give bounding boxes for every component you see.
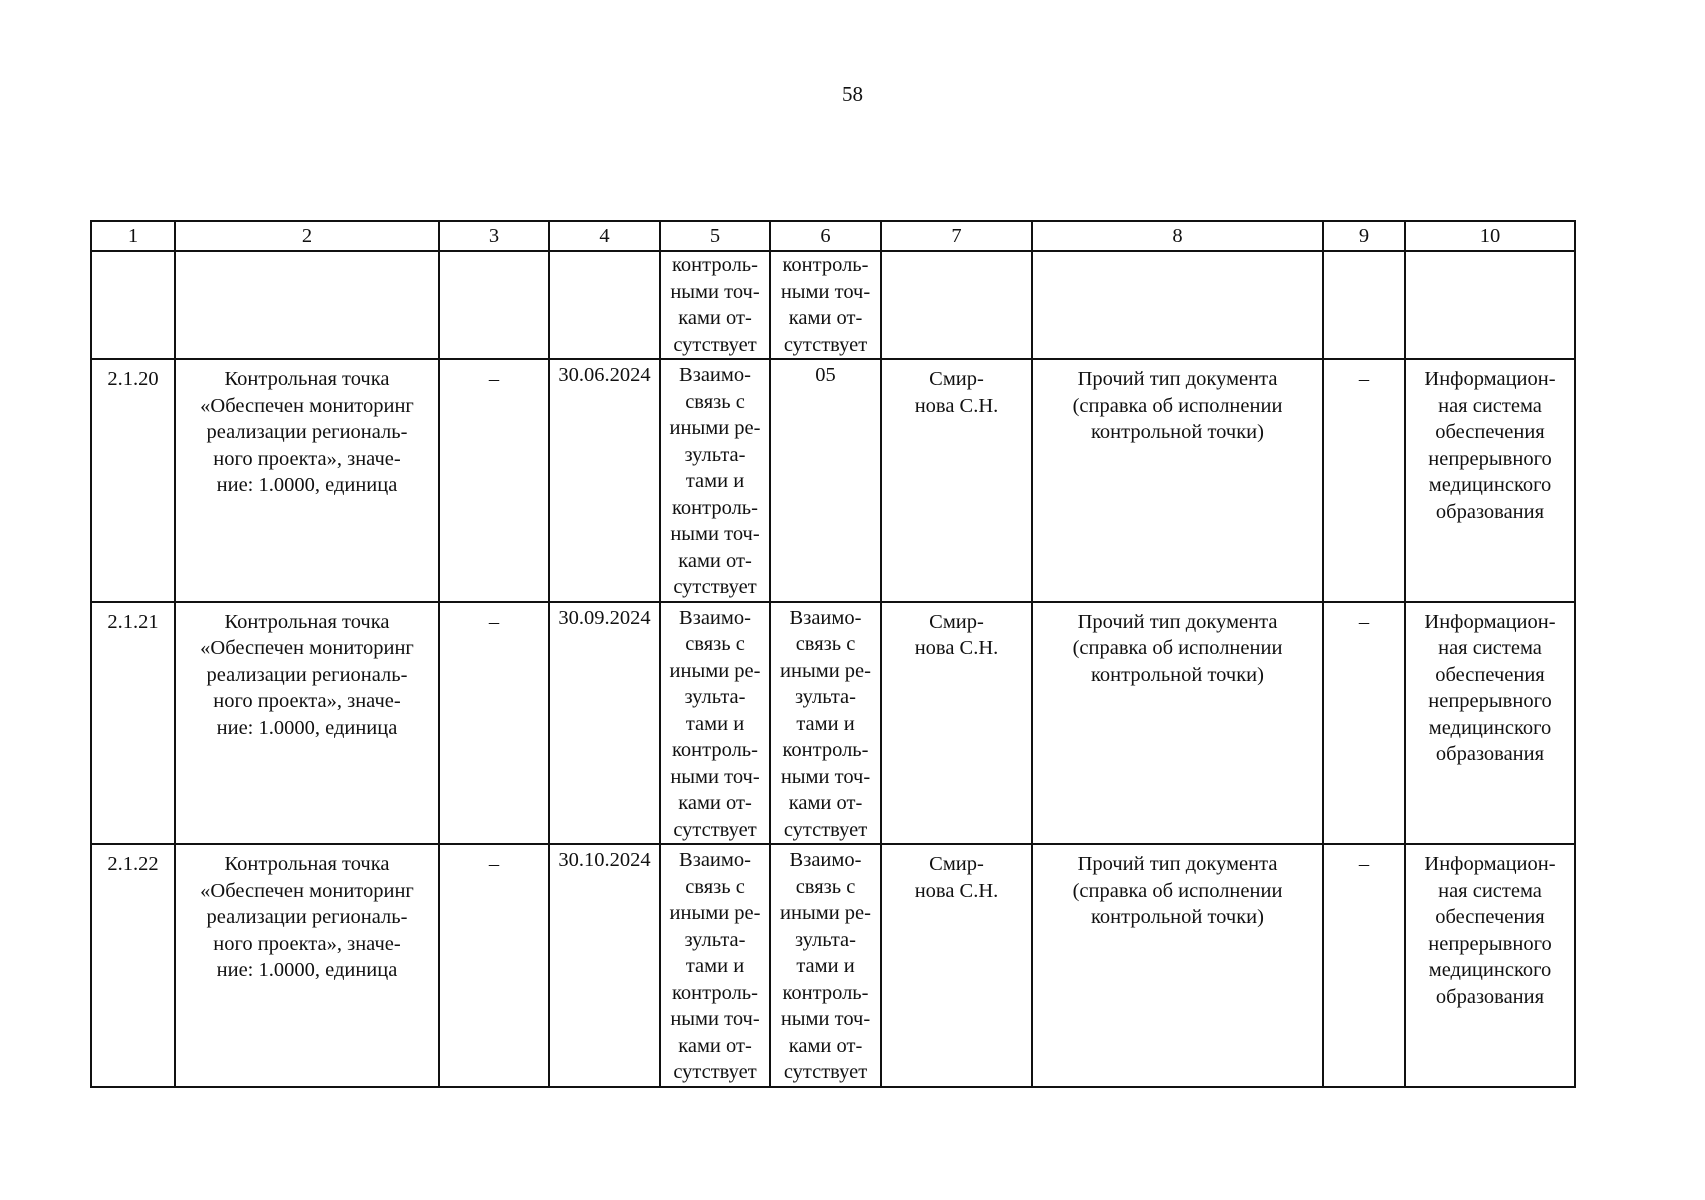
control-point-name: Контрольная точка «Обеспечен мониторинг реализации региональ- ного проекта», значе- ние: 1.0000, единица (175, 359, 439, 602)
due-date: 30.09.2024 (549, 602, 660, 845)
column-number: 8 (1032, 221, 1323, 251)
table-cell: Взаимо- связь с иными ре- зульта- тами и контроль- ными точ- ками от- сутствует (660, 844, 770, 1087)
table-cell: контроль- ными точ- ками от- сутствует (660, 251, 770, 359)
responsible-person: Смир- нова С.Н. (881, 602, 1032, 845)
document-type: Прочий тип документа (справка об исполнении контрольной точки) (1032, 359, 1323, 602)
page-number: 58 (842, 82, 863, 106)
table-cell: Взаимо- связь с иными ре- зульта- тами и контроль- ными точ- ками от- сутствует (660, 602, 770, 845)
table-cell (1032, 251, 1323, 359)
table-row (91, 844, 1575, 1087)
table-cell: Взаимо- связь с иными ре- зульта- тами и контроль- ными точ- ками от- сутствует (660, 359, 770, 602)
table-cell (439, 251, 549, 359)
table-cell (1405, 251, 1575, 359)
responsible-person: Смир- нова С.Н. (881, 359, 1032, 602)
table-cell: – (439, 602, 549, 845)
row-number: 2.1.22 (91, 844, 175, 1087)
table-cell: 05 (770, 359, 881, 602)
table-cell: – (1323, 844, 1405, 1087)
table-cell: – (439, 844, 549, 1087)
column-number: 7 (881, 221, 1032, 251)
control-point-name: Контрольная точка «Обеспечен мониторинг реализации региональ- ного проекта», значе- ние: 1.0000, единица (175, 844, 439, 1087)
column-number-row (91, 221, 1575, 251)
table-cell (549, 251, 660, 359)
due-date: 30.06.2024 (549, 359, 660, 602)
column-number: 5 (660, 221, 770, 251)
column-number: 9 (1323, 221, 1405, 251)
table-cell (1323, 251, 1405, 359)
document-type: Прочий тип документа (справка об исполнении контрольной точки) (1032, 844, 1323, 1087)
row-number: 2.1.21 (91, 602, 175, 845)
continuation-row (91, 251, 1575, 359)
due-date: 30.10.2024 (549, 844, 660, 1087)
table-cell: Взаимо- связь с иными ре- зульта- тами и контроль- ными точ- ками от- сутствует (770, 602, 881, 845)
information-system: Информацион- ная система обеспечения непрерывного медицинского образования (1405, 602, 1575, 845)
column-number: 6 (770, 221, 881, 251)
column-number: 1 (91, 221, 175, 251)
row-number: 2.1.20 (91, 359, 175, 602)
table-row (91, 359, 1575, 602)
column-number: 2 (175, 221, 439, 251)
control-points-table (90, 220, 1576, 1088)
column-number: 3 (439, 221, 549, 251)
table-cell: – (1323, 602, 1405, 845)
column-number: 10 (1405, 221, 1575, 251)
table-row (91, 602, 1575, 845)
responsible-person: Смир- нова С.Н. (881, 844, 1032, 1087)
table-cell (881, 251, 1032, 359)
control-point-name: Контрольная точка «Обеспечен мониторинг реализации региональ- ного проекта», значе- ние: 1.0000, единица (175, 602, 439, 845)
table-cell (91, 251, 175, 359)
information-system: Информацион- ная система обеспечения непрерывного медицинского образования (1405, 844, 1575, 1087)
table-cell: – (1323, 359, 1405, 602)
table-cell: Взаимо- связь с иными ре- зульта- тами и контроль- ными точ- ками от- сутствует (770, 844, 881, 1087)
information-system: Информацион- ная система обеспечения непрерывного медицинского образования (1405, 359, 1575, 602)
table-cell: – (439, 359, 549, 602)
table-cell: контроль- ными точ- ками от- сутствует (770, 251, 881, 359)
table-cell (175, 251, 439, 359)
column-number: 4 (549, 221, 660, 251)
document-type: Прочий тип документа (справка об исполнении контрольной точки) (1032, 602, 1323, 845)
